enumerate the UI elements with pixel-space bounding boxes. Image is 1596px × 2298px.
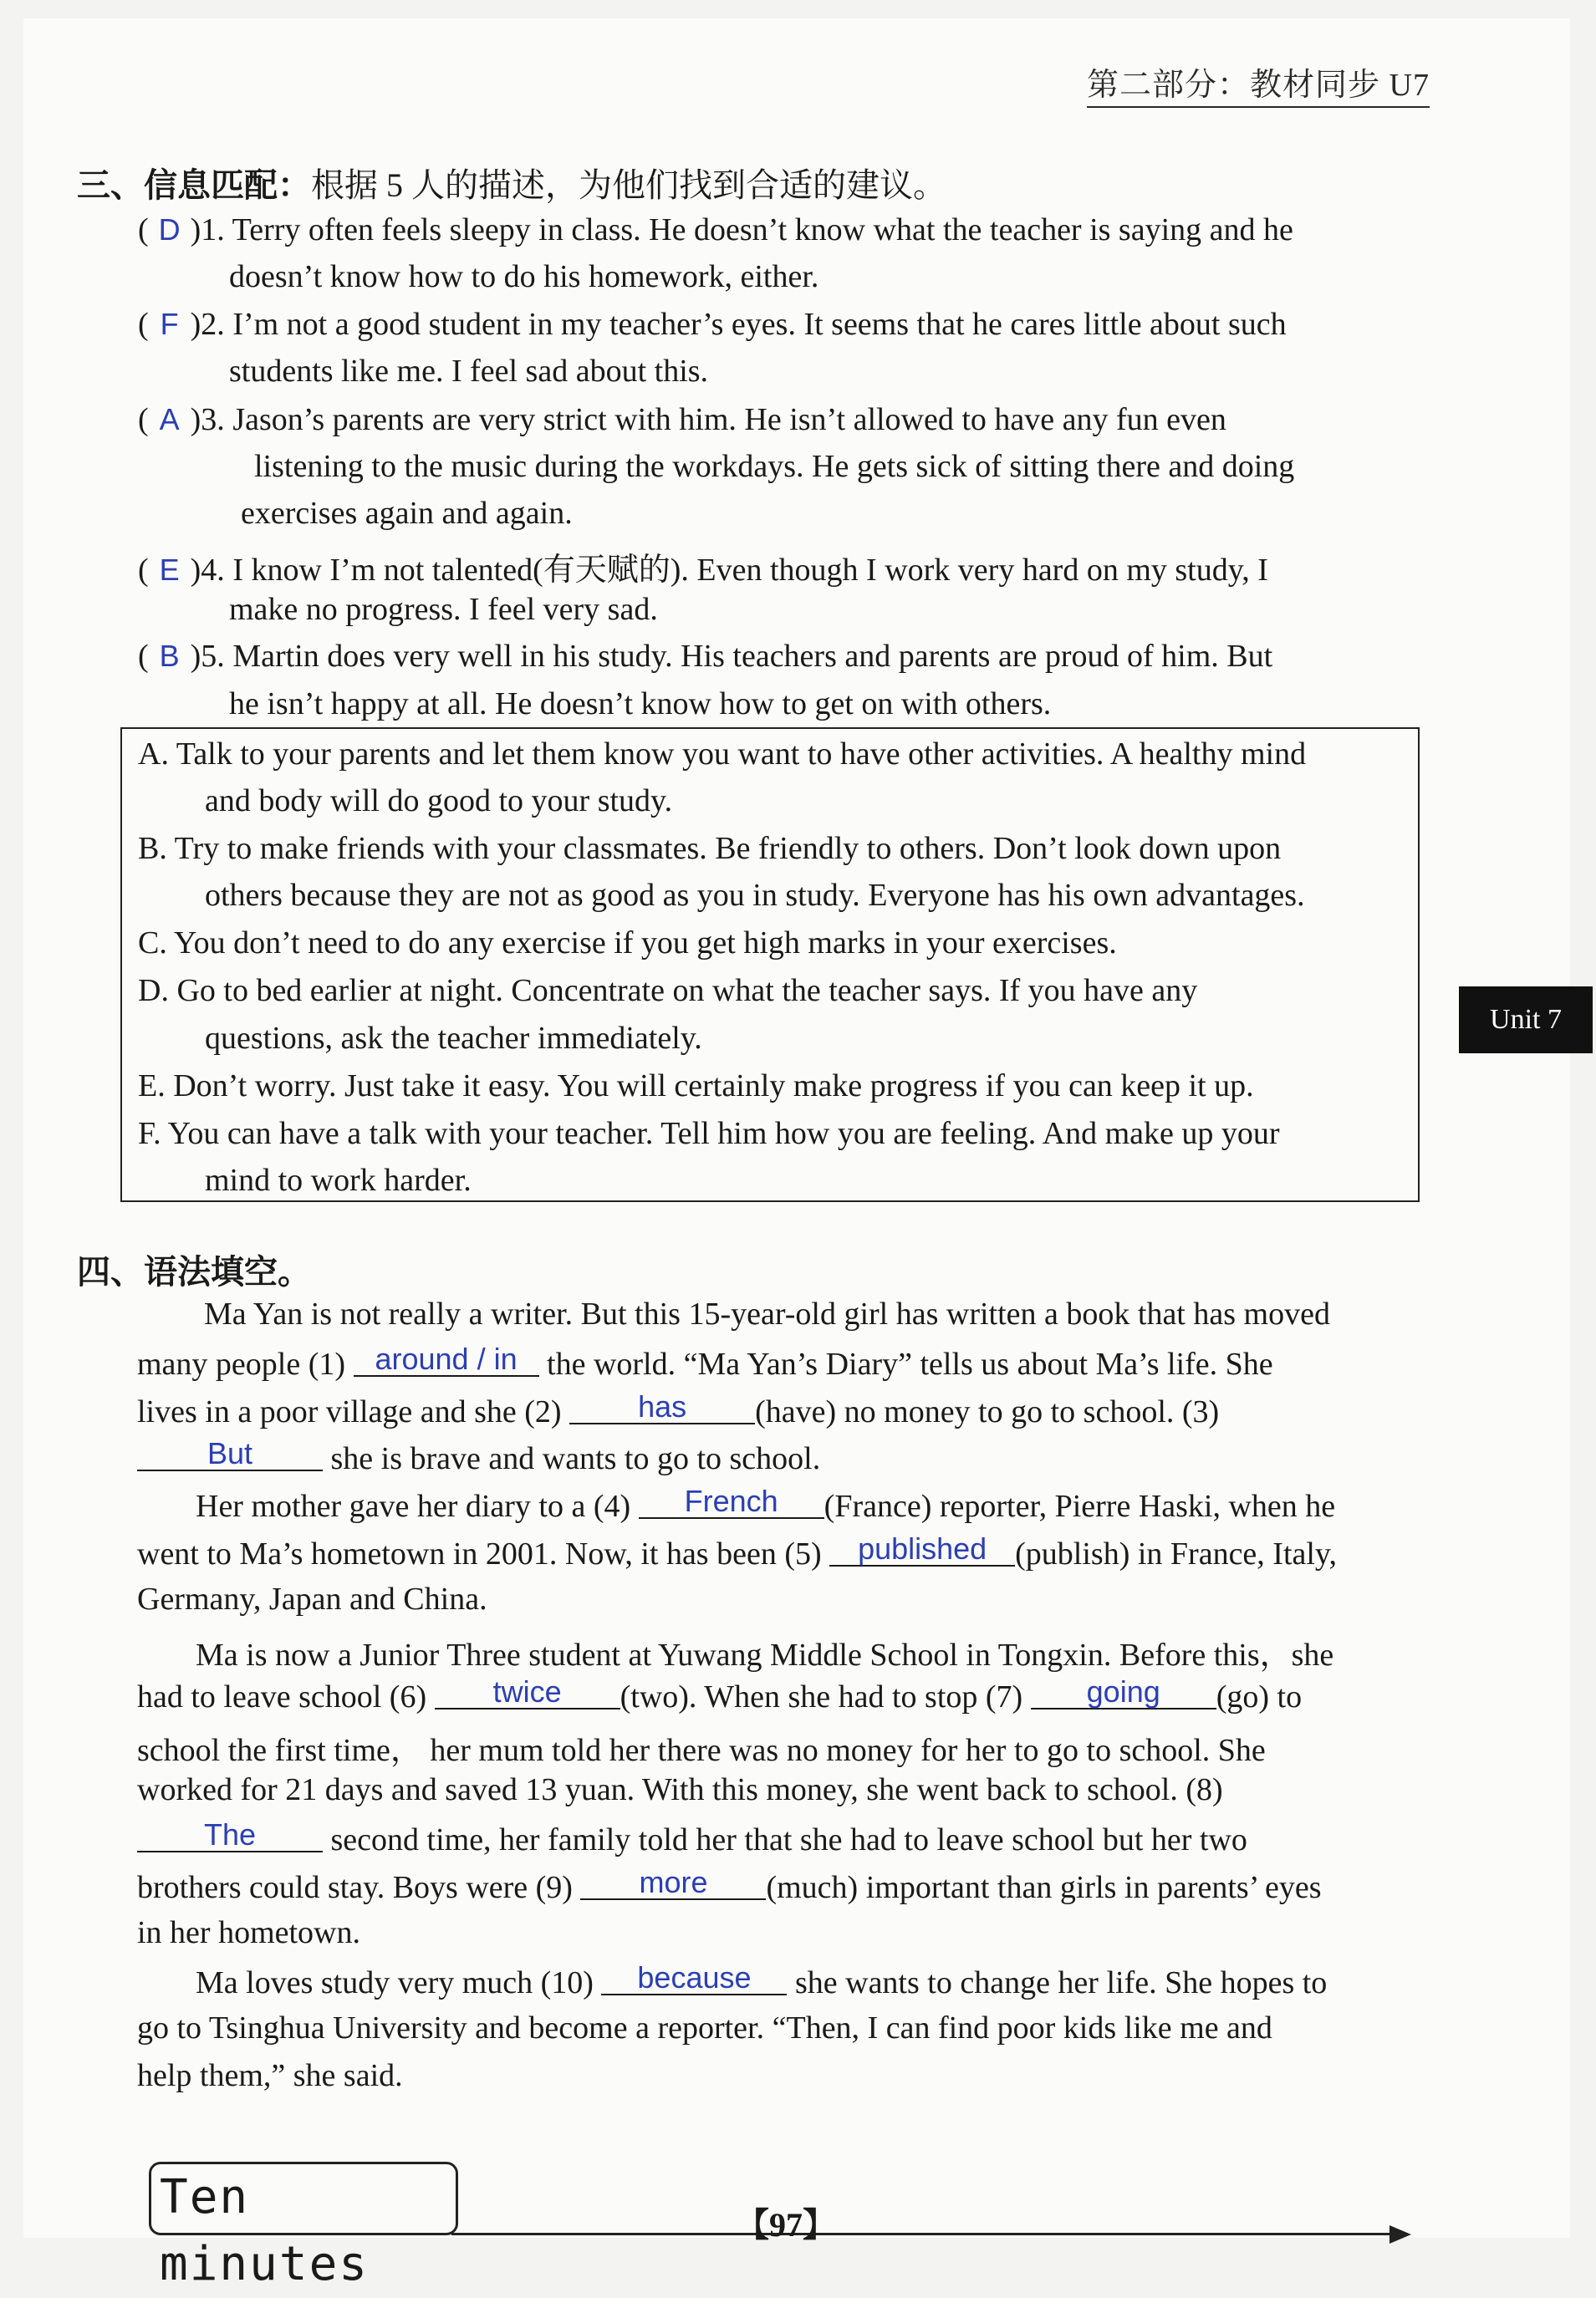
passage-line: in her hometown. (137, 1915, 361, 1950)
question-5-cont: he isn’t happy at all. He doesn’t know how to get on with others. (229, 686, 1052, 721)
question-2: ( F )2. I’m not a good student in my teacher’s eyes. It seems that he cares little about such (138, 307, 1287, 342)
passage-line: go to Tsinghua University and become a reporter. “Then, I can find poor kids like me and (137, 2010, 1272, 2046)
question-2-cont: students like me. I feel sad about this. (229, 354, 709, 389)
blank-7[interactable]: going (1031, 1676, 1216, 1709)
question-1: ( D )1. Terry often feels sleepy in class. He doesn’t know what the teacher is saying and he (138, 212, 1293, 247)
passage-line: had to leave school (6) twice (two). When she had to stop (7) going (go) to (137, 1674, 1303, 1715)
question-4-cont: make no progress. I feel very sad. (229, 592, 658, 627)
answer-5: B (159, 639, 180, 673)
passage-line: many people (1) around / in the world. “Ma Yan’s Diary” tells us about Ma’s life. She (137, 1342, 1273, 1382)
answer-2: F (160, 307, 179, 341)
blank-4[interactable]: French (639, 1485, 824, 1519)
part3-heading: 三、信息匹配： (77, 166, 311, 204)
option-a: A. Talk to your parents and let them know you want to have other activities. A healthy mind (138, 736, 1307, 772)
blank-8[interactable]: The (137, 1819, 323, 1852)
blank-10[interactable]: because (601, 1962, 787, 1995)
footer-arrow-line (451, 2233, 1396, 2235)
option-b-cont: others because they are not as good as you in study. Everyone has his own advantages. (205, 878, 1305, 913)
running-header: 第二部分：教材同步 U7 (1087, 59, 1430, 108)
passage-line: Her mother gave her diary to a (4) French (France) reporter, Pierre Haski, when he (196, 1484, 1336, 1524)
passage-line: Ma loves study very much (10) because she wants to change her life. She hopes to (196, 1960, 1328, 2000)
option-d-cont: questions, ask the teacher immediately. (205, 1021, 702, 1056)
blank-5[interactable]: published (829, 1533, 1015, 1567)
answer-4: E (159, 553, 180, 587)
passage-line: help them,” she said. (137, 2058, 403, 2093)
part3-title (77, 159, 946, 206)
question-3: ( A )3. Jason’s parents are very strict with him. He isn’t allowed to have any fun even (138, 402, 1226, 437)
question-3-cont2: exercises again and again. (241, 496, 573, 531)
unit-tab[interactable]: Unit 7 (1459, 986, 1593, 1053)
question-4: ( E )4. I know I’m not talented(有天赋的). Even though I work very hard on my study, I (138, 553, 1268, 588)
question-3-cont: listening to the music during the workdays. He gets sick of sitting there and doing (254, 449, 1295, 484)
answer-1: D (158, 212, 181, 247)
option-f: F. You can have a talk with your teacher. Tell him how you are feeling. And make up your (138, 1116, 1280, 1151)
option-a-cont: and body will do good to your study. (205, 783, 673, 818)
blank-9[interactable]: more (580, 1867, 766, 1900)
option-c: C. You don’t need to do any exercise if you get high marks in your exercises. (138, 925, 1117, 960)
passage-line: Ma Yan is not really a writer. But this 15-year-old girl has written a book that has moved (204, 1297, 1330, 1332)
blank-6[interactable]: twice (435, 1676, 620, 1709)
question-5: ( B )5. Martin does very well in his study. His teachers and parents are proud of him. But (138, 639, 1273, 674)
part4-title: 四、语法填空。 (77, 1253, 311, 1291)
passage-line: school the first time， her mum told her there was no money for her to go to school. She (137, 1733, 1266, 1768)
passage-line: Germany, Japan and China. (137, 1582, 487, 1617)
passage-line: worked for 21 days and saved 13 yuan. With this money, she went back to school. (8) (137, 1772, 1223, 1807)
answer-3: A (159, 402, 180, 436)
option-e: E. Don’t worry. Just take it easy. You will certainly make progress if you can keep it up. (138, 1068, 1254, 1103)
blank-2[interactable]: has (569, 1391, 755, 1424)
passage-line: lives in a poor village and she (2) has (have) no money to go to school. (3) (137, 1389, 1220, 1429)
blank-3[interactable]: But (137, 1438, 323, 1471)
question-1-cont: doesn’t know how to do his homework, either. (229, 259, 819, 294)
passage-line: But she is brave and wants to go to school. (137, 1438, 820, 1477)
option-b: B. Try to make friends with your classmates. Be friendly to others. Don’t look down upon (138, 831, 1282, 866)
passage-line: Ma is now a Junior Three student at Yuwang Middle School in Tongxin. Before this，she (196, 1638, 1334, 1673)
option-d: D. Go to bed earlier at night. Concentrate on what the teacher says. If you have any (138, 973, 1198, 1008)
passage-line: went to Ma’s hometown in 2001. Now, it has been (5) published (publish) in France, Italy, (137, 1531, 1337, 1572)
ten-minutes-badge: Ten minutes (149, 2162, 458, 2235)
passage-line: The second time, her family told her that she had to leave school but her two (137, 1819, 1247, 1858)
option-f-cont: mind to work harder. (205, 1163, 472, 1198)
arrow-right-icon (1389, 2225, 1411, 2244)
page-number: 【97】 (736, 2206, 836, 2244)
part3-instruction: 根据 5 人的描述，为他们找到合适的建议。 (311, 166, 946, 204)
blank-1[interactable]: around / in (354, 1343, 539, 1377)
passage-line: brothers could stay. Boys were (9) more (much) important than girls in parents’ eyes (137, 1865, 1322, 1905)
